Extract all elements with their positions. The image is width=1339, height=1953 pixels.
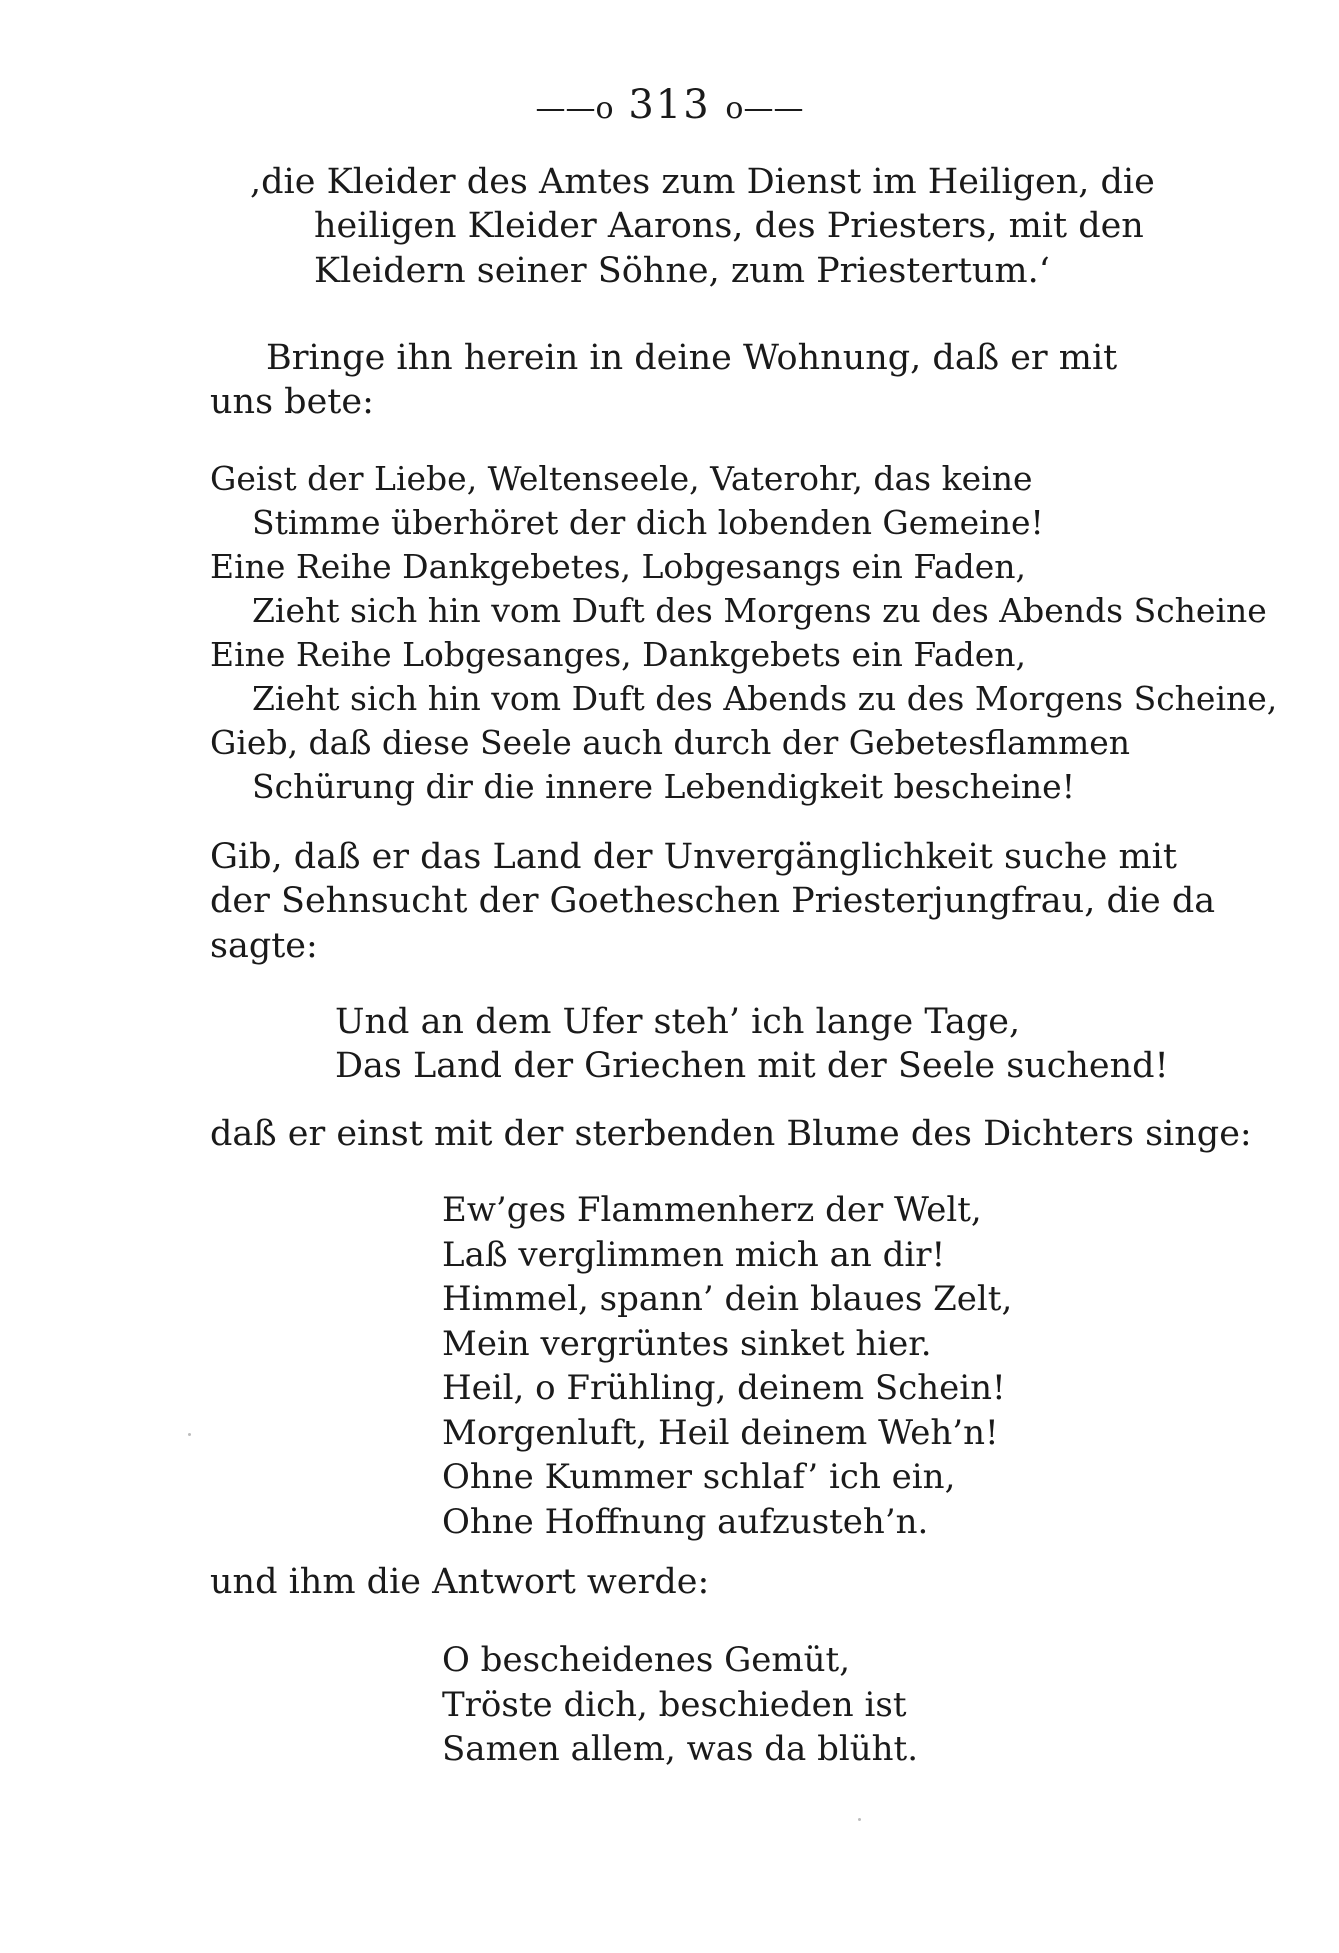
verse-line: Geist der Liebe, Weltenseele, Vaterohr, das keine bbox=[210, 459, 1033, 498]
text-line: Kleidern seiner Söhne, zum Priestertum.‘ bbox=[314, 250, 1050, 291]
poem-stanza bbox=[442, 1188, 1142, 1544]
page-number: 313 bbox=[628, 82, 711, 128]
paragraph bbox=[210, 1560, 1210, 1604]
verse-line: Ohne Hoffnung aufzusteh’n. bbox=[442, 1501, 929, 1542]
text-line: heiligen Kleider Aarons, des Priesters, mit den bbox=[314, 206, 1144, 247]
verse-line: Gieb, daß diese Seele auch durch der Gebetesflammen bbox=[210, 723, 1131, 763]
text-line: Gib, daß er das Land der Unvergänglichkeit suche mit bbox=[210, 837, 1177, 877]
verse-line: Ew’ges Flammenherz der Welt, bbox=[442, 1190, 982, 1230]
prayer-verses bbox=[210, 457, 1278, 809]
verse-line: Das Land der Griechen mit der Seele suchend! bbox=[335, 1046, 1169, 1087]
text-line: und ihm die Antwort werde: bbox=[210, 1562, 710, 1602]
page-header bbox=[0, 82, 1339, 128]
text-line: Bringe ihn herein in deine Wohnung, daß er mit bbox=[266, 338, 1118, 378]
verse-line: Ohne Kummer schlaf’ ich ein, bbox=[442, 1457, 956, 1498]
verse-line: Samen allem, was da blüht. bbox=[442, 1729, 918, 1770]
paper-speck bbox=[188, 1433, 191, 1436]
verse-line: Stimme überhöret der dich lobenden Gemeine! bbox=[252, 503, 1044, 543]
verse-line: Schürung dir die innere Lebendigkeit bescheine! bbox=[252, 767, 1075, 807]
verse-line: Zieht sich hin vom Duft des Abends zu des Morgens Scheine, bbox=[252, 679, 1278, 719]
verse-line: Heil, o Frühling, deinem Schein! bbox=[442, 1368, 1006, 1409]
verse-line: O bescheidenes Gemüt, bbox=[442, 1640, 850, 1680]
paper-speck bbox=[858, 1818, 861, 1821]
verse-line: Eine Reihe Dankgebetes, Lobgesangs ein Faden, bbox=[210, 547, 1027, 587]
poem-stanza bbox=[442, 1638, 1142, 1772]
quoted-passage bbox=[250, 160, 1210, 293]
verse-line: Zieht sich hin vom Duft des Morgens zu des Abends Scheine bbox=[252, 591, 1267, 631]
verse-line: Morgenluft, Heil deinem Weh’n! bbox=[442, 1412, 999, 1453]
header-right-rule: o—— bbox=[725, 90, 804, 126]
header-left-rule: ——o bbox=[535, 90, 614, 126]
text-line: der Sehnsucht der Goetheschen Priesterjungfrau, die da bbox=[210, 881, 1216, 922]
text-line: daß er einst mit der sterbenden Blume des Dichters singe: bbox=[210, 1114, 1252, 1154]
text-line: ,die Kleider des Amtes zum Dienst im Heiligen, die bbox=[250, 162, 1155, 202]
verse-line: Eine Reihe Lobgesanges, Dankgebets ein Faden, bbox=[210, 635, 1027, 675]
paragraph bbox=[210, 835, 1216, 968]
goethe-quote bbox=[335, 1000, 1169, 1089]
paragraph bbox=[210, 1112, 1252, 1156]
verse-line: Laß verglimmen mich an dir! bbox=[442, 1234, 946, 1275]
text-line: uns bete: bbox=[210, 382, 374, 423]
paragraph bbox=[210, 336, 1210, 425]
verse-line: Tröste dich, beschieden ist bbox=[442, 1684, 907, 1725]
text-line: sagte: bbox=[210, 925, 318, 966]
verse-line: Himmel, spann’ dein blaues Zelt, bbox=[442, 1279, 1013, 1320]
verse-line: Mein vergrüntes sinket hier. bbox=[442, 1323, 932, 1364]
verse-line: Und an dem Ufer steh’ ich lange Tage, bbox=[335, 1002, 1021, 1042]
